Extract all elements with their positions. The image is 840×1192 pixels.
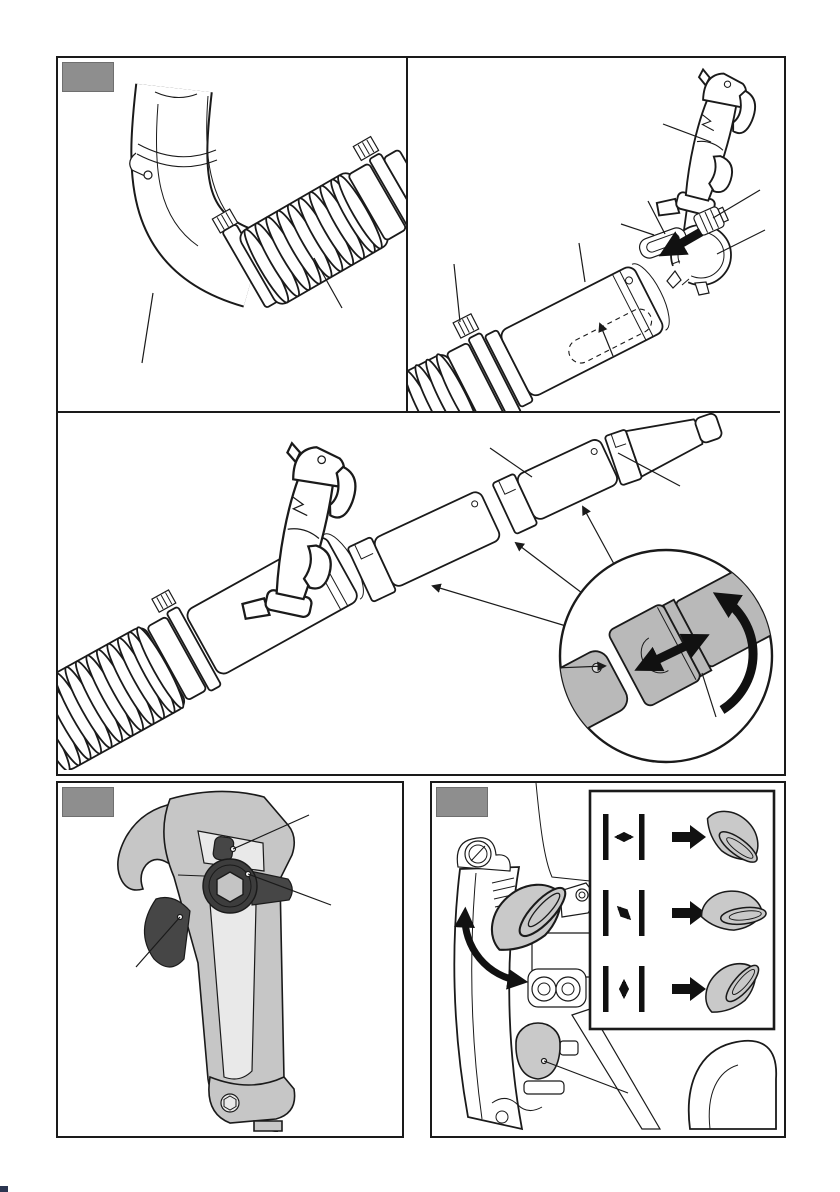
detail-circle bbox=[446, 503, 780, 770]
control-tube bbox=[498, 258, 677, 398]
handle-controls-illustration bbox=[58, 783, 398, 1132]
intermediate-tube-2 bbox=[492, 435, 621, 535]
intermediate-tube-1 bbox=[347, 487, 503, 602]
figure-panel-flex-hose-elbow bbox=[58, 58, 406, 411]
print-corner-mark bbox=[0, 1186, 8, 1192]
figure-panel-choke-primer bbox=[430, 781, 786, 1138]
choke-position-inset bbox=[590, 791, 774, 1029]
corrugated-flexible-hose bbox=[58, 505, 376, 770]
top-figure-block bbox=[56, 56, 786, 776]
tube-assembly-illustration bbox=[58, 413, 780, 770]
air-filter-cover bbox=[454, 838, 522, 1129]
nozzle-tube bbox=[605, 413, 728, 486]
rear-frame bbox=[689, 1041, 776, 1129]
tube-male-end bbox=[451, 646, 632, 770]
figure-label bbox=[62, 787, 114, 817]
tube-clamp-base bbox=[209, 1077, 295, 1132]
primer-bulb bbox=[516, 1023, 578, 1094]
handle-mounting-illustration bbox=[408, 58, 780, 411]
throttle-handle bbox=[654, 65, 762, 231]
figure-panel-handle-mounting bbox=[408, 58, 780, 411]
handle-clamp-ring bbox=[637, 204, 731, 295]
corrugated-flexible-hose bbox=[408, 233, 681, 411]
figure-panel-handle-controls bbox=[56, 781, 404, 1138]
figure-label bbox=[436, 787, 488, 817]
flex-hose-elbow-illustration bbox=[58, 58, 406, 411]
figure-label bbox=[62, 62, 114, 92]
choke-primer-illustration bbox=[432, 783, 780, 1132]
engine-cover-edge bbox=[536, 783, 590, 881]
cover-screw bbox=[465, 841, 491, 867]
figure-panel-tube-assembly bbox=[58, 413, 780, 770]
